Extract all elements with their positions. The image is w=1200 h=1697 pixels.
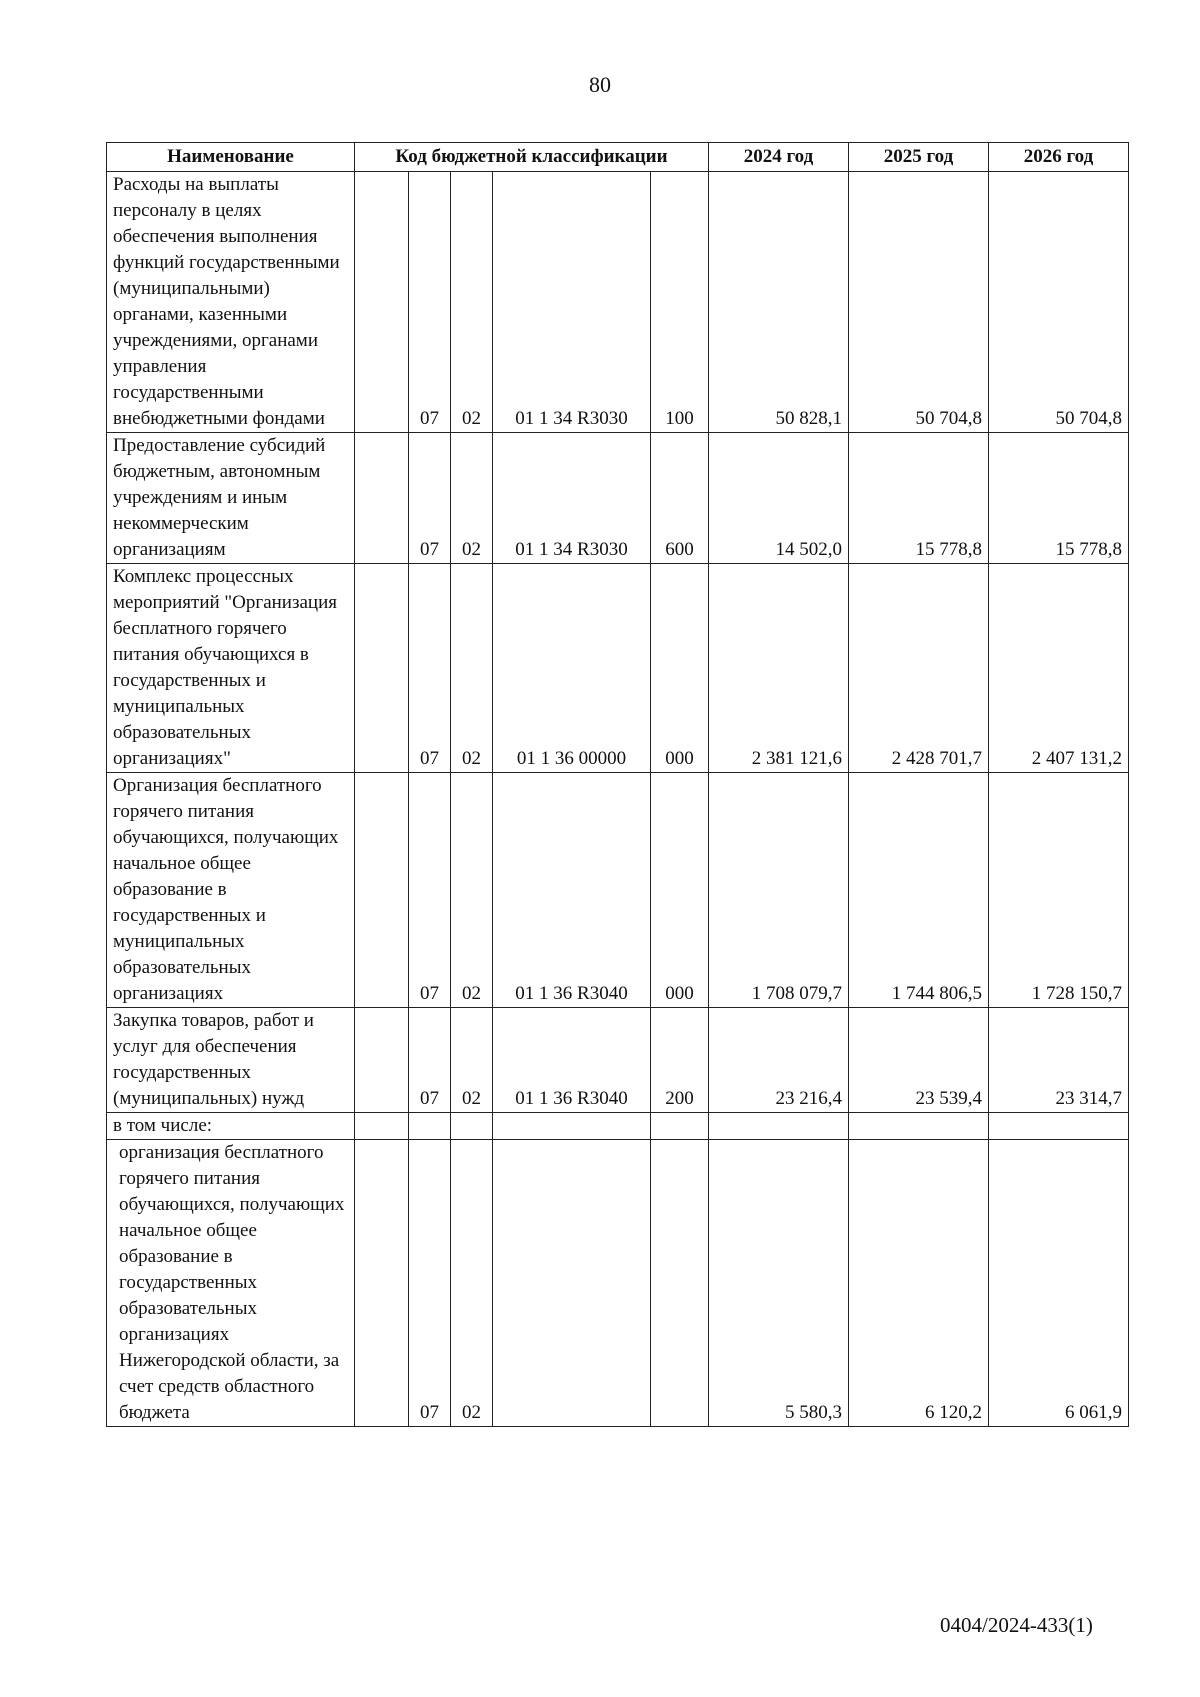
page-number: 80 xyxy=(589,72,611,97)
row-value-2026: 2 407 131,2 xyxy=(989,564,1129,773)
table-row xyxy=(107,1140,1129,1427)
table-row xyxy=(107,172,1129,433)
row-code-section: 07 xyxy=(409,172,451,433)
row-code-type: 000 xyxy=(651,564,709,773)
row-value-2026: 6 061,9 xyxy=(989,1140,1129,1427)
row-code-target: 01 1 36 R3040 xyxy=(493,773,651,1008)
header-code: Код бюджетной классификации xyxy=(355,143,709,172)
row-value-2026: 23 314,7 xyxy=(989,1008,1129,1113)
row-code-target: 01 1 36 00000 xyxy=(493,564,651,773)
row-code-section: 07 xyxy=(409,1008,451,1113)
row-code-section: 07 xyxy=(409,773,451,1008)
header-2026: 2026 год xyxy=(989,143,1129,172)
row-name: организация бесплатного горячего питания обучающихся, получающих начальное общее образование в государственных образовательных организациях Нижегородской области, за счет средств областного бюджета xyxy=(107,1140,355,1427)
row-code-subsection: 02 xyxy=(451,773,493,1008)
table-row xyxy=(107,433,1129,564)
row-name: Закупка товаров, работ и услуг для обеспечения государственных (муниципальных) нужд xyxy=(107,1008,355,1113)
row-code-subsection: 02 xyxy=(451,1140,493,1427)
row-code-type: 100 xyxy=(651,172,709,433)
row-name: Организация бесплатного горячего питания обучающихся, получающих начальное общее образование в государственных и муниципальных образовательных организациях xyxy=(107,773,355,1008)
row-value-2025: 2 428 701,7 xyxy=(849,564,989,773)
table-row xyxy=(107,1008,1129,1113)
row-code-subsection: 02 xyxy=(451,172,493,433)
row-code-subsection: 02 xyxy=(451,1008,493,1113)
row-code-section: 07 xyxy=(409,564,451,773)
row-value-2026: 1 728 150,7 xyxy=(989,773,1129,1008)
row-code-target xyxy=(493,1113,651,1140)
row-code-1 xyxy=(355,433,409,564)
table-header-row xyxy=(107,143,1129,172)
row-value-2026: 50 704,8 xyxy=(989,172,1129,433)
row-name: в том числе: xyxy=(107,1113,355,1140)
row-code-section xyxy=(409,1113,451,1140)
budget-table xyxy=(106,142,1129,1427)
row-code-target: 01 1 34 R3030 xyxy=(493,172,651,433)
row-code-type xyxy=(651,1140,709,1427)
row-code-target: 01 1 34 R3030 xyxy=(493,433,651,564)
row-code-1 xyxy=(355,1140,409,1427)
row-value-2026 xyxy=(989,1113,1129,1140)
row-code-1 xyxy=(355,773,409,1008)
row-value-2025: 1 744 806,5 xyxy=(849,773,989,1008)
table-row xyxy=(107,564,1129,773)
row-code-type: 600 xyxy=(651,433,709,564)
row-value-2024: 23 216,4 xyxy=(709,1008,849,1113)
header-name: Наименование xyxy=(107,143,355,172)
row-code-1 xyxy=(355,1113,409,1140)
row-code-section: 07 xyxy=(409,1140,451,1427)
row-code-target: 01 1 36 R3040 xyxy=(493,1008,651,1113)
row-name: Комплекс процессных мероприятий "Организация бесплатного горячего питания обучающихся в государственных и муниципальных образовательных организациях" xyxy=(107,564,355,773)
row-code-type: 200 xyxy=(651,1008,709,1113)
row-code-subsection xyxy=(451,1113,493,1140)
row-value-2025: 6 120,2 xyxy=(849,1140,989,1427)
row-value-2024 xyxy=(709,1113,849,1140)
row-code-section: 07 xyxy=(409,433,451,564)
row-code-type: 000 xyxy=(651,773,709,1008)
row-value-2026: 15 778,8 xyxy=(989,433,1129,564)
row-name: Расходы на выплаты персоналу в целях обеспечения выполнения функций государственными (муниципальными) органами, казенными учреждениями, органами управления государственными внебюджетными фондами xyxy=(107,172,355,433)
row-value-2025: 15 778,8 xyxy=(849,433,989,564)
row-code-subsection: 02 xyxy=(451,564,493,773)
row-code-type xyxy=(651,1113,709,1140)
table-row xyxy=(107,773,1129,1008)
header-2025: 2025 год xyxy=(849,143,989,172)
row-value-2024: 1 708 079,7 xyxy=(709,773,849,1008)
row-code-target xyxy=(493,1140,651,1427)
row-value-2025 xyxy=(849,1113,989,1140)
table-row xyxy=(107,1113,1129,1140)
row-value-2024: 5 580,3 xyxy=(709,1140,849,1427)
row-value-2025: 23 539,4 xyxy=(849,1008,989,1113)
row-code-1 xyxy=(355,564,409,773)
row-code-subsection: 02 xyxy=(451,433,493,564)
header-2024: 2024 год xyxy=(709,143,849,172)
document-code: 0404/2024-433(1) xyxy=(940,1613,1093,1637)
row-value-2025: 50 704,8 xyxy=(849,172,989,433)
row-code-1 xyxy=(355,1008,409,1113)
row-value-2024: 14 502,0 xyxy=(709,433,849,564)
row-value-2024: 2 381 121,6 xyxy=(709,564,849,773)
row-name: Предоставление субсидий бюджетным, автономным учреждениям и иным некоммерческим организациям xyxy=(107,433,355,564)
row-code-1 xyxy=(355,172,409,433)
row-value-2024: 50 828,1 xyxy=(709,172,849,433)
